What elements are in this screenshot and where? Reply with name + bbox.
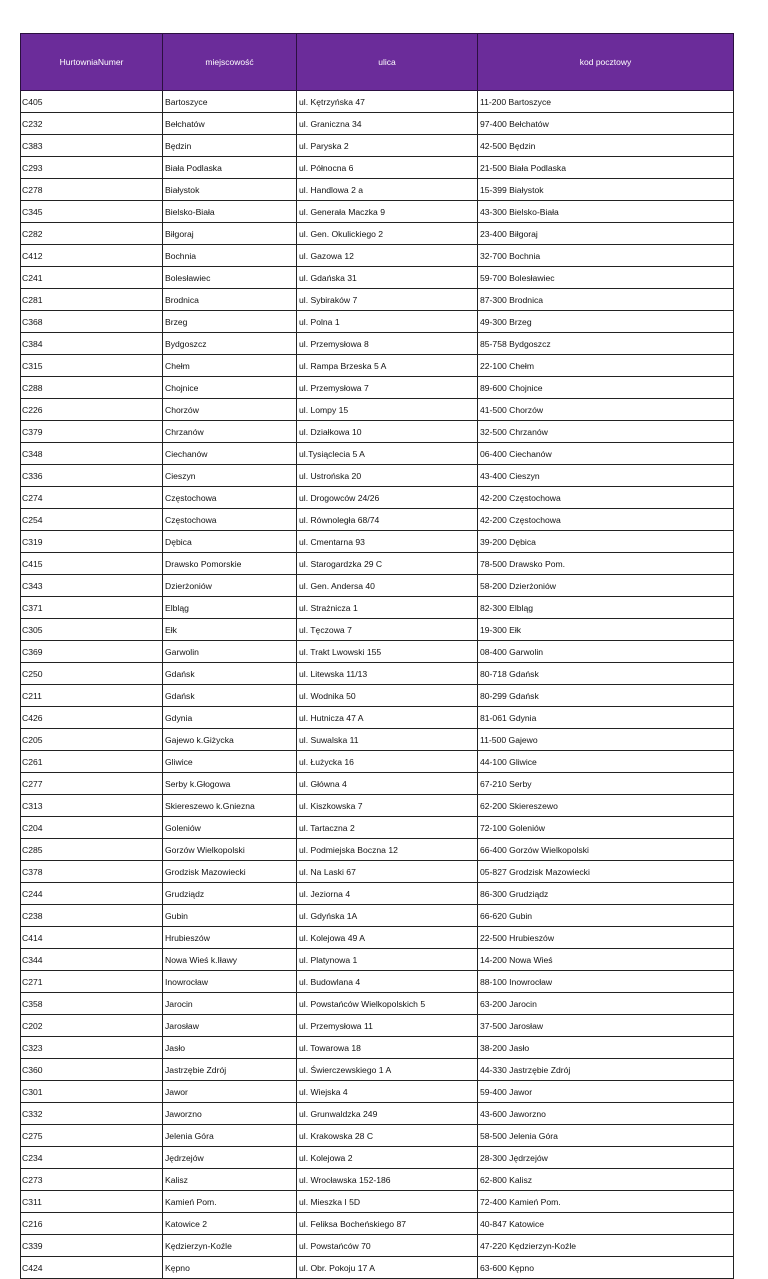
cell-warehouse-number[interactable]: C277 [21, 773, 163, 795]
table-row [21, 707, 734, 729]
cell-street[interactable]: ul. Platynowa 1 [297, 949, 478, 971]
table-row [21, 641, 734, 663]
cell-street[interactable]: ul. Gazowa 12 [297, 245, 478, 267]
cell-warehouse-number[interactable]: C339 [21, 1235, 163, 1257]
cell-city[interactable]: Dzierżoniów [163, 575, 297, 597]
cell-postal-code[interactable]: 15-399 Białystok [478, 179, 734, 201]
cell-street[interactable]: ul. Gdańska 31 [297, 267, 478, 289]
warehouse-table [20, 33, 734, 1279]
cell-city[interactable]: Skiereszewo k.Gniezna [163, 795, 297, 817]
cell-postal-code[interactable]: 66-400 Gorzów Wielkopolski [478, 839, 734, 861]
cell-warehouse-number[interactable]: C226 [21, 399, 163, 421]
cell-warehouse-number[interactable]: C205 [21, 729, 163, 751]
cell-postal-code[interactable]: 21-500 Biała Podlaska [478, 157, 734, 179]
cell-city[interactable]: Jaworzno [163, 1103, 297, 1125]
table-row [21, 377, 734, 399]
cell-city[interactable]: Brodnica [163, 289, 297, 311]
cell-city[interactable]: Częstochowa [163, 509, 297, 531]
table-row [21, 839, 734, 861]
cell-street[interactable]: ul. Cmentarna 93 [297, 531, 478, 553]
cell-postal-code[interactable]: 80-718 Gdańsk [478, 663, 734, 685]
cell-street[interactable]: ul. Główna 4 [297, 773, 478, 795]
cell-warehouse-number[interactable]: C211 [21, 685, 163, 707]
cell-city[interactable]: Katowice 2 [163, 1213, 297, 1235]
cell-city[interactable]: Chorzów [163, 399, 297, 421]
cell-postal-code[interactable]: 58-200 Dzierżoniów [478, 575, 734, 597]
cell-city[interactable]: Elbląg [163, 597, 297, 619]
cell-warehouse-number[interactable]: C313 [21, 795, 163, 817]
cell-city[interactable]: Grudziądz [163, 883, 297, 905]
cell-postal-code[interactable]: 32-500 Chrzanów [478, 421, 734, 443]
cell-street[interactable]: ul. Hutnicza 47 A [297, 707, 478, 729]
cell-street[interactable]: ul. Drogowców 24/26 [297, 487, 478, 509]
cell-city[interactable]: Dębica [163, 531, 297, 553]
cell-city[interactable]: Jasło [163, 1037, 297, 1059]
table-row [21, 729, 734, 751]
cell-city[interactable]: Gorzów Wielkopolski [163, 839, 297, 861]
cell-warehouse-number[interactable]: C344 [21, 949, 163, 971]
cell-city[interactable]: Kępno [163, 1257, 297, 1279]
cell-street[interactable]: ul. Lompy 15 [297, 399, 478, 421]
cell-warehouse-number[interactable]: C414 [21, 927, 163, 949]
cell-city[interactable]: Cieszyn [163, 465, 297, 487]
cell-warehouse-number[interactable]: C424 [21, 1257, 163, 1279]
cell-street[interactable]: ul. Polna 1 [297, 311, 478, 333]
table-row [21, 751, 734, 773]
cell-city[interactable]: Jelenia Góra [163, 1125, 297, 1147]
cell-street[interactable]: ul. Kolejowa 2 [297, 1147, 478, 1169]
cell-postal-code[interactable]: 41-500 Chorzów [478, 399, 734, 421]
cell-street[interactable]: ul. Gdyńska 1A [297, 905, 478, 927]
cell-warehouse-number[interactable]: C415 [21, 553, 163, 575]
cell-postal-code[interactable]: 39-200 Dębica [478, 531, 734, 553]
table-row [21, 1235, 734, 1257]
cell-postal-code[interactable]: 42-200 Częstochowa [478, 487, 734, 509]
cell-street[interactable]: ul. Tęczowa 7 [297, 619, 478, 641]
cell-postal-code[interactable]: 88-100 Inowrocław [478, 971, 734, 993]
cell-street[interactable]: ul. Obr. Pokoju 17 A [297, 1257, 478, 1279]
table-row [21, 1081, 734, 1103]
cell-street[interactable]: ul. Powstańców 70 [297, 1235, 478, 1257]
cell-warehouse-number[interactable]: C301 [21, 1081, 163, 1103]
cell-postal-code[interactable]: 59-400 Jawor [478, 1081, 734, 1103]
cell-postal-code[interactable]: 58-500 Jelenia Góra [478, 1125, 734, 1147]
table-row [21, 861, 734, 883]
cell-city[interactable]: Nowa Wieś k.Iławy [163, 949, 297, 971]
cell-street[interactable]: ul. Mieszka I 5D [297, 1191, 478, 1213]
cell-postal-code[interactable]: 22-500 Hrubieszów [478, 927, 734, 949]
cell-warehouse-number[interactable]: C293 [21, 157, 163, 179]
cell-postal-code[interactable]: 42-500 Będzin [478, 135, 734, 157]
cell-city[interactable]: Hrubieszów [163, 927, 297, 949]
cell-city[interactable]: Jastrzębie Zdrój [163, 1059, 297, 1081]
cell-street[interactable]: ul. Paryska 2 [297, 135, 478, 157]
table-row [21, 927, 734, 949]
cell-city[interactable]: Garwolin [163, 641, 297, 663]
cell-street[interactable]: ul. Przemysłowa 8 [297, 333, 478, 355]
table-row [21, 1169, 734, 1191]
cell-warehouse-number[interactable]: C332 [21, 1103, 163, 1125]
cell-street[interactable]: ul. Starogardzka 29 C [297, 553, 478, 575]
cell-warehouse-number[interactable]: C244 [21, 883, 163, 905]
table-row [21, 333, 734, 355]
header-city[interactable]: miejscowość [163, 34, 297, 91]
cell-warehouse-number[interactable]: C369 [21, 641, 163, 663]
cell-postal-code[interactable]: 42-200 Częstochowa [478, 509, 734, 531]
table-row [21, 971, 734, 993]
cell-postal-code[interactable]: 63-200 Jarocin [478, 993, 734, 1015]
table-row [21, 421, 734, 443]
cell-warehouse-number[interactable]: C202 [21, 1015, 163, 1037]
cell-postal-code[interactable]: 08-400 Garwolin [478, 641, 734, 663]
cell-postal-code[interactable]: 19-300 Ełk [478, 619, 734, 641]
cell-postal-code[interactable]: 14-200 Nowa Wieś [478, 949, 734, 971]
table-row [21, 993, 734, 1015]
table-row [21, 267, 734, 289]
cell-street[interactable]: ul. Grunwaldzka 249 [297, 1103, 478, 1125]
cell-city[interactable]: Grodzisk Mazowiecki [163, 861, 297, 883]
cell-postal-code[interactable]: 05-827 Grodzisk Mazowiecki [478, 861, 734, 883]
cell-city[interactable]: Gubin [163, 905, 297, 927]
cell-street[interactable]: ul. Na Laski 67 [297, 861, 478, 883]
cell-street[interactable]: ul. Północna 6 [297, 157, 478, 179]
table-row [21, 685, 734, 707]
cell-city[interactable]: Jędrzejów [163, 1147, 297, 1169]
cell-street[interactable]: ul. Jeziorna 4 [297, 883, 478, 905]
cell-postal-code[interactable]: 85-758 Bydgoszcz [478, 333, 734, 355]
cell-warehouse-number[interactable]: C271 [21, 971, 163, 993]
table-row [21, 223, 734, 245]
cell-warehouse-number[interactable]: C315 [21, 355, 163, 377]
cell-warehouse-number[interactable]: C360 [21, 1059, 163, 1081]
cell-street[interactable]: ul. Świerczewskiego 1 A [297, 1059, 478, 1081]
cell-warehouse-number[interactable]: C241 [21, 267, 163, 289]
table-row [21, 663, 734, 685]
cell-warehouse-number[interactable]: C216 [21, 1213, 163, 1235]
cell-warehouse-number[interactable]: C412 [21, 245, 163, 267]
table-row [21, 91, 734, 113]
cell-postal-code[interactable]: 86-300 Grudziądz [478, 883, 734, 905]
header-postal-code[interactable]: kod pocztowy [478, 34, 734, 91]
header-row [21, 34, 734, 91]
table-row [21, 773, 734, 795]
cell-street[interactable]: ul. Przemysłowa 7 [297, 377, 478, 399]
cell-city[interactable]: Serby k.Głogowa [163, 773, 297, 795]
table-row [21, 289, 734, 311]
cell-postal-code[interactable]: 89-600 Chojnice [478, 377, 734, 399]
cell-warehouse-number[interactable]: C288 [21, 377, 163, 399]
cell-street[interactable]: ul. Działkowa 10 [297, 421, 478, 443]
cell-warehouse-number[interactable]: C379 [21, 421, 163, 443]
cell-postal-code[interactable]: 78-500 Drawsko Pom. [478, 553, 734, 575]
cell-warehouse-number[interactable]: C282 [21, 223, 163, 245]
cell-city[interactable]: Będzin [163, 135, 297, 157]
cell-city[interactable]: Bochnia [163, 245, 297, 267]
cell-warehouse-number[interactable]: C343 [21, 575, 163, 597]
cell-postal-code[interactable]: 80-299 Gdańsk [478, 685, 734, 707]
cell-warehouse-number[interactable]: C238 [21, 905, 163, 927]
cell-postal-code[interactable]: 62-200 Skiereszewo [478, 795, 734, 817]
cell-street[interactable]: ul. Przemysłowa 11 [297, 1015, 478, 1037]
cell-warehouse-number[interactable]: C378 [21, 861, 163, 883]
cell-postal-code[interactable]: 06-400 Ciechanów [478, 443, 734, 465]
cell-street[interactable]: ul. Wodnika 50 [297, 685, 478, 707]
cell-street[interactable]: ul. Rampa Brzeska 5 A [297, 355, 478, 377]
cell-city[interactable]: Goleniów [163, 817, 297, 839]
cell-postal-code[interactable]: 66-620 Gubin [478, 905, 734, 927]
cell-street[interactable]: ul. Graniczna 34 [297, 113, 478, 135]
cell-city[interactable]: Bydgoszcz [163, 333, 297, 355]
cell-street[interactable]: ul. Suwalska 11 [297, 729, 478, 751]
table-row [21, 245, 734, 267]
cell-warehouse-number[interactable]: C285 [21, 839, 163, 861]
cell-city[interactable]: Ełk [163, 619, 297, 641]
cell-city[interactable]: Kamień Pom. [163, 1191, 297, 1213]
cell-city[interactable]: Kędzierzyn-Koźle [163, 1235, 297, 1257]
table-row [21, 1147, 734, 1169]
table-row [21, 443, 734, 465]
cell-city[interactable]: Gdańsk [163, 685, 297, 707]
cell-street[interactable]: ul. Ustrońska 20 [297, 465, 478, 487]
table-row [21, 201, 734, 223]
cell-warehouse-number[interactable]: C319 [21, 531, 163, 553]
cell-warehouse-number[interactable]: C368 [21, 311, 163, 333]
cell-warehouse-number[interactable]: C426 [21, 707, 163, 729]
cell-city[interactable]: Gdynia [163, 707, 297, 729]
cell-postal-code[interactable]: 43-400 Cieszyn [478, 465, 734, 487]
cell-street[interactable]: ul. Sybiraków 7 [297, 289, 478, 311]
cell-city[interactable]: Jarocin [163, 993, 297, 1015]
cell-warehouse-number[interactable]: C204 [21, 817, 163, 839]
table-row [21, 157, 734, 179]
table-row [21, 113, 734, 135]
table-row [21, 399, 734, 421]
cell-street[interactable]: ul. Wiejska 4 [297, 1081, 478, 1103]
cell-warehouse-number[interactable]: C232 [21, 113, 163, 135]
cell-street[interactable]: ul. Generała Maczka 9 [297, 201, 478, 223]
cell-street[interactable]: ul. Wrocławska 152-186 [297, 1169, 478, 1191]
table-row [21, 619, 734, 641]
cell-city[interactable]: Biłgoraj [163, 223, 297, 245]
table-row [21, 1015, 734, 1037]
cell-city[interactable]: Bolesławiec [163, 267, 297, 289]
cell-postal-code[interactable]: 38-200 Jasło [478, 1037, 734, 1059]
table-row [21, 487, 734, 509]
header-warehouse-number[interactable]: HurtowniaNumer [21, 34, 163, 91]
table-row [21, 531, 734, 553]
cell-postal-code[interactable]: 23-400 Biłgoraj [478, 223, 734, 245]
cell-street[interactable]: ul. Podmiejska Boczna 12 [297, 839, 478, 861]
cell-warehouse-number[interactable]: C273 [21, 1169, 163, 1191]
table-row [21, 575, 734, 597]
table-row [21, 1257, 734, 1279]
table-row [21, 949, 734, 971]
cell-postal-code[interactable]: 72-100 Goleniów [478, 817, 734, 839]
cell-city[interactable]: Gajewo k.Giżycka [163, 729, 297, 751]
cell-warehouse-number[interactable]: C250 [21, 663, 163, 685]
cell-city[interactable]: Kalisz [163, 1169, 297, 1191]
cell-postal-code[interactable]: 11-500 Gajewo [478, 729, 734, 751]
header-street[interactable]: ulica [297, 34, 478, 91]
cell-city[interactable]: Drawsko Pomorskie [163, 553, 297, 575]
cell-postal-code[interactable]: 59-700 Bolesławiec [478, 267, 734, 289]
cell-city[interactable]: Ciechanów [163, 443, 297, 465]
cell-city[interactable]: Bełchatów [163, 113, 297, 135]
table-row [21, 135, 734, 157]
cell-warehouse-number[interactable]: C281 [21, 289, 163, 311]
cell-warehouse-number[interactable]: C234 [21, 1147, 163, 1169]
cell-city[interactable]: Gliwice [163, 751, 297, 773]
table-row [21, 1059, 734, 1081]
cell-city[interactable]: Gdańsk [163, 663, 297, 685]
cell-street[interactable]: ul. Łużycka 16 [297, 751, 478, 773]
table-row [21, 905, 734, 927]
cell-postal-code[interactable]: 82-300 Elbląg [478, 597, 734, 619]
cell-postal-code[interactable]: 63-600 Kępno [478, 1257, 734, 1279]
cell-warehouse-number[interactable]: C384 [21, 333, 163, 355]
cell-street[interactable]: ul. Tartaczna 2 [297, 817, 478, 839]
cell-street[interactable]: ul. Gen. Andersa 40 [297, 575, 478, 597]
cell-city[interactable]: Bielsko-Biała [163, 201, 297, 223]
table-row [21, 355, 734, 377]
cell-city[interactable]: Brzeg [163, 311, 297, 333]
cell-street[interactable]: ul. Gen. Okulickiego 2 [297, 223, 478, 245]
cell-street[interactable]: ul. Trakt Lwowski 155 [297, 641, 478, 663]
cell-warehouse-number[interactable]: C323 [21, 1037, 163, 1059]
table-row [21, 817, 734, 839]
cell-postal-code[interactable]: 44-330 Jastrzębie Zdrój [478, 1059, 734, 1081]
cell-street[interactable]: ul. Kolejowa 49 A [297, 927, 478, 949]
cell-street[interactable]: ul. Feliksa Bocheńskiego 87 [297, 1213, 478, 1235]
table-row [21, 509, 734, 531]
cell-postal-code[interactable]: 40-847 Katowice [478, 1213, 734, 1235]
cell-postal-code[interactable]: 32-700 Bochnia [478, 245, 734, 267]
cell-city[interactable]: Inowrocław [163, 971, 297, 993]
cell-city[interactable]: Częstochowa [163, 487, 297, 509]
cell-postal-code[interactable]: 49-300 Brzeg [478, 311, 734, 333]
table-row [21, 553, 734, 575]
cell-warehouse-number[interactable]: C254 [21, 509, 163, 531]
cell-postal-code[interactable]: 44-100 Gliwice [478, 751, 734, 773]
cell-warehouse-number[interactable]: C336 [21, 465, 163, 487]
cell-city[interactable]: Białystok [163, 179, 297, 201]
cell-warehouse-number[interactable]: C345 [21, 201, 163, 223]
cell-postal-code[interactable]: 97-400 Bełchatów [478, 113, 734, 135]
table-row [21, 179, 734, 201]
table-row [21, 883, 734, 905]
cell-street[interactable]: ul. Litewska 11/13 [297, 663, 478, 685]
cell-street[interactable]: ul. Towarowa 18 [297, 1037, 478, 1059]
cell-postal-code[interactable]: 28-300 Jędrzejów [478, 1147, 734, 1169]
cell-warehouse-number[interactable]: C405 [21, 91, 163, 113]
cell-postal-code[interactable]: 37-500 Jarosław [478, 1015, 734, 1037]
cell-city[interactable]: Chełm [163, 355, 297, 377]
cell-warehouse-number[interactable]: C383 [21, 135, 163, 157]
cell-warehouse-number[interactable]: C274 [21, 487, 163, 509]
cell-city[interactable]: Chojnice [163, 377, 297, 399]
cell-postal-code[interactable]: 81-061 Gdynia [478, 707, 734, 729]
cell-postal-code[interactable]: 67-210 Serby [478, 773, 734, 795]
cell-warehouse-number[interactable]: C358 [21, 993, 163, 1015]
cell-street[interactable]: ul. Strażnicza 1 [297, 597, 478, 619]
table-row [21, 795, 734, 817]
cell-street[interactable]: ul.Tysiąclecia 5 A [297, 443, 478, 465]
cell-city[interactable]: Biała Podlaska [163, 157, 297, 179]
cell-street[interactable]: ul. Równoległa 68/74 [297, 509, 478, 531]
cell-postal-code[interactable]: 62-800 Kalisz [478, 1169, 734, 1191]
table-row [21, 465, 734, 487]
cell-postal-code[interactable]: 11-200 Bartoszyce [478, 91, 734, 113]
table-row [21, 597, 734, 619]
table-row [21, 1191, 734, 1213]
cell-warehouse-number[interactable]: C278 [21, 179, 163, 201]
cell-warehouse-number[interactable]: C311 [21, 1191, 163, 1213]
cell-warehouse-number[interactable]: C371 [21, 597, 163, 619]
cell-warehouse-number[interactable]: C348 [21, 443, 163, 465]
cell-street[interactable]: ul. Kętrzyńska 47 [297, 91, 478, 113]
cell-postal-code[interactable]: 22-100 Chełm [478, 355, 734, 377]
table-row [21, 1037, 734, 1059]
table-row [21, 1125, 734, 1147]
cell-city[interactable]: Jarosław [163, 1015, 297, 1037]
cell-postal-code[interactable]: 43-600 Jaworzno [478, 1103, 734, 1125]
cell-street[interactable]: ul. Handlowa 2 a [297, 179, 478, 201]
table-body [21, 91, 734, 1279]
cell-city[interactable]: Jawor [163, 1081, 297, 1103]
cell-city[interactable]: Bartoszyce [163, 91, 297, 113]
cell-postal-code[interactable]: 47-220 Kędzierzyn-Koźle [478, 1235, 734, 1257]
cell-street[interactable]: ul. Powstańców Wielkopolskich 5 [297, 993, 478, 1015]
cell-warehouse-number[interactable]: C261 [21, 751, 163, 773]
cell-city[interactable]: Chrzanów [163, 421, 297, 443]
cell-street[interactable]: ul. Budowlana 4 [297, 971, 478, 993]
cell-warehouse-number[interactable]: C305 [21, 619, 163, 641]
cell-street[interactable]: ul. Kiszkowska 7 [297, 795, 478, 817]
table-row [21, 1103, 734, 1125]
cell-postal-code[interactable]: 87-300 Brodnica [478, 289, 734, 311]
cell-street[interactable]: ul. Krakowska 28 C [297, 1125, 478, 1147]
table-row [21, 311, 734, 333]
cell-postal-code[interactable]: 72-400 Kamień Pom. [478, 1191, 734, 1213]
cell-warehouse-number[interactable]: C275 [21, 1125, 163, 1147]
cell-postal-code[interactable]: 43-300 Bielsko-Biała [478, 201, 734, 223]
table-row [21, 1213, 734, 1235]
